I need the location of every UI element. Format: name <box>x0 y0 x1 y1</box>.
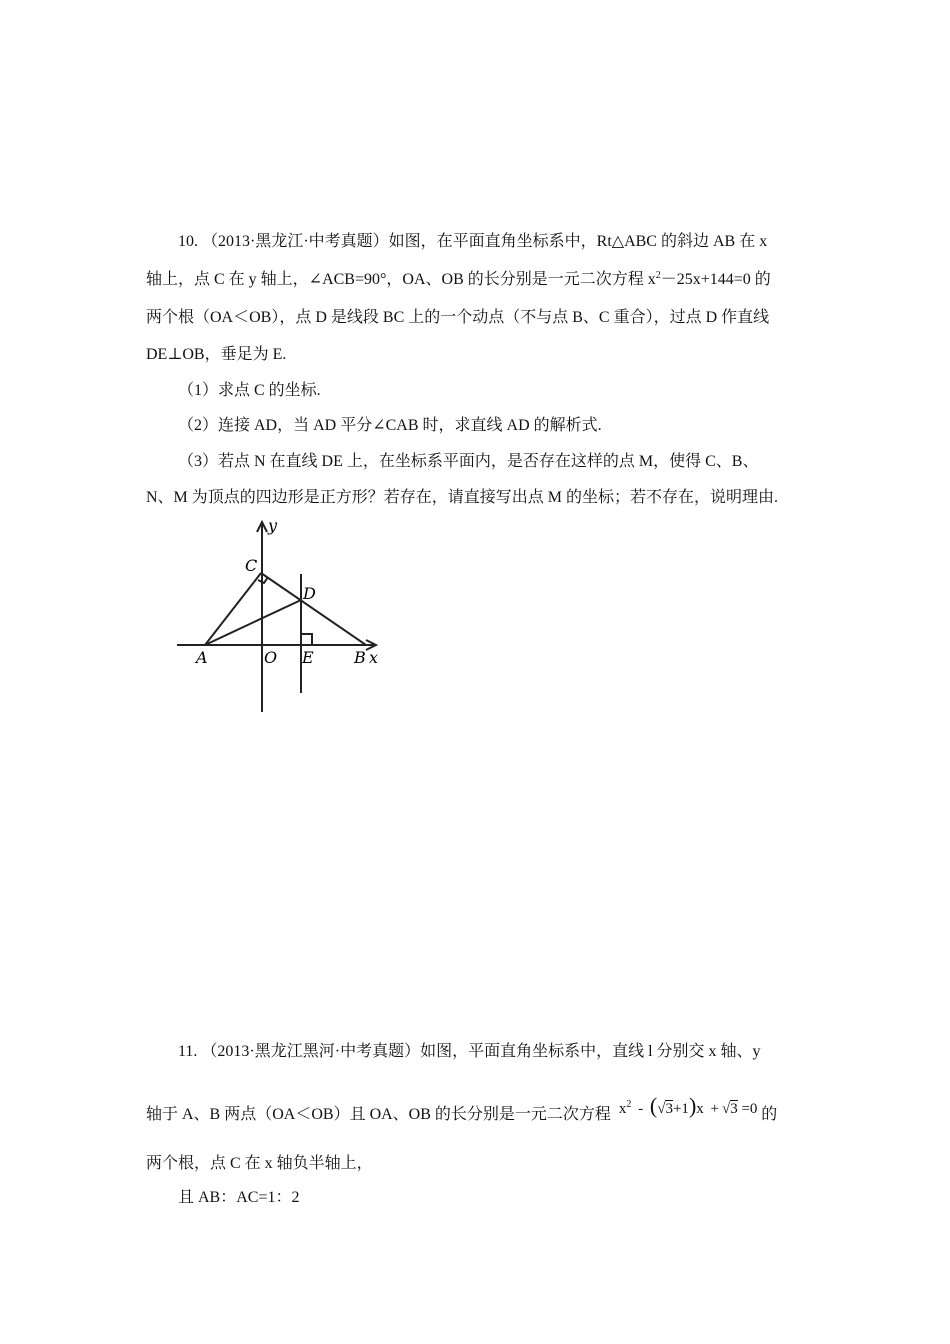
segment-AD <box>205 600 301 645</box>
label-B: B <box>354 648 366 667</box>
q11-line-2-text-a: 轴于 A、B 两点（OA＜OB）且 OA、OB 的长分别是一元二次方程 <box>146 1106 611 1123</box>
q10-sub-question-3a: （3）若点 N 在直线 DE 上，在坐标系平面内，是否存在这样的点 M，使得 C、B、 <box>178 453 759 470</box>
right-angle-mark-E <box>301 634 312 645</box>
segment-AC <box>205 573 261 645</box>
label-x: x <box>369 648 379 667</box>
q10-line-2-text-a: 轴上，点 C 在 y 轴上，∠ACB=90°，OA、OB 的长分别是一元二次方程 x <box>146 271 656 288</box>
q10-sub-question-1: （1）求点 C 的坐标. <box>178 382 321 399</box>
q10-line-4: DE⊥OB，垂足为 E. <box>146 346 287 363</box>
q11-line-2 <box>146 1093 778 1125</box>
label-O: O <box>264 648 278 667</box>
q10-line-2-text-b: －25x+144=0 的 <box>660 271 771 288</box>
q11-line-1: 11. （2013·黑龙江黑河·中考真题）如图，平面直角坐标系中，直线 l 分别交 x 轴、y <box>178 1043 761 1060</box>
q10-sub-question-2: （2）连接 AD，当 AD 平分∠CAB 时，求直线 AD 的解析式. <box>178 417 602 434</box>
label-y: y <box>268 516 278 535</box>
label-A: A <box>196 648 208 667</box>
q11-line-4: 且 AB：AC=1：2 <box>178 1189 300 1206</box>
label-D: D <box>303 584 316 603</box>
q11-line-2-text-b: 的 <box>761 1106 778 1123</box>
geometry-figure <box>170 515 410 725</box>
q10-line-1: 10. （2013·黑龙江·中考真题）如图，在平面直角坐标系中，Rt△ABC 的斜边 AB 在 x <box>178 233 768 250</box>
q10-line-2 <box>146 270 771 290</box>
quadratic-equation: $x^2 - (√3+1)x + √3 =0$ <box>618 1093 758 1118</box>
q10-exponent: 2 <box>655 270 661 281</box>
label-E: E <box>302 648 314 667</box>
q11-line-3: 两个根，点 C 在 x 轴负半轴上， <box>146 1155 373 1172</box>
label-C: C <box>245 556 258 575</box>
q10-line-3: 两个根（OA＜OB），点 D 是线段 BC 上的一个动点（不与点 B、C 重合），过点 D 作直线 <box>146 309 770 326</box>
q10-sub-question-3b: N、M 为顶点的四边形是正方形？若存在，请直接写出点 M 的坐标；若不存在，说明理由. <box>146 489 779 506</box>
